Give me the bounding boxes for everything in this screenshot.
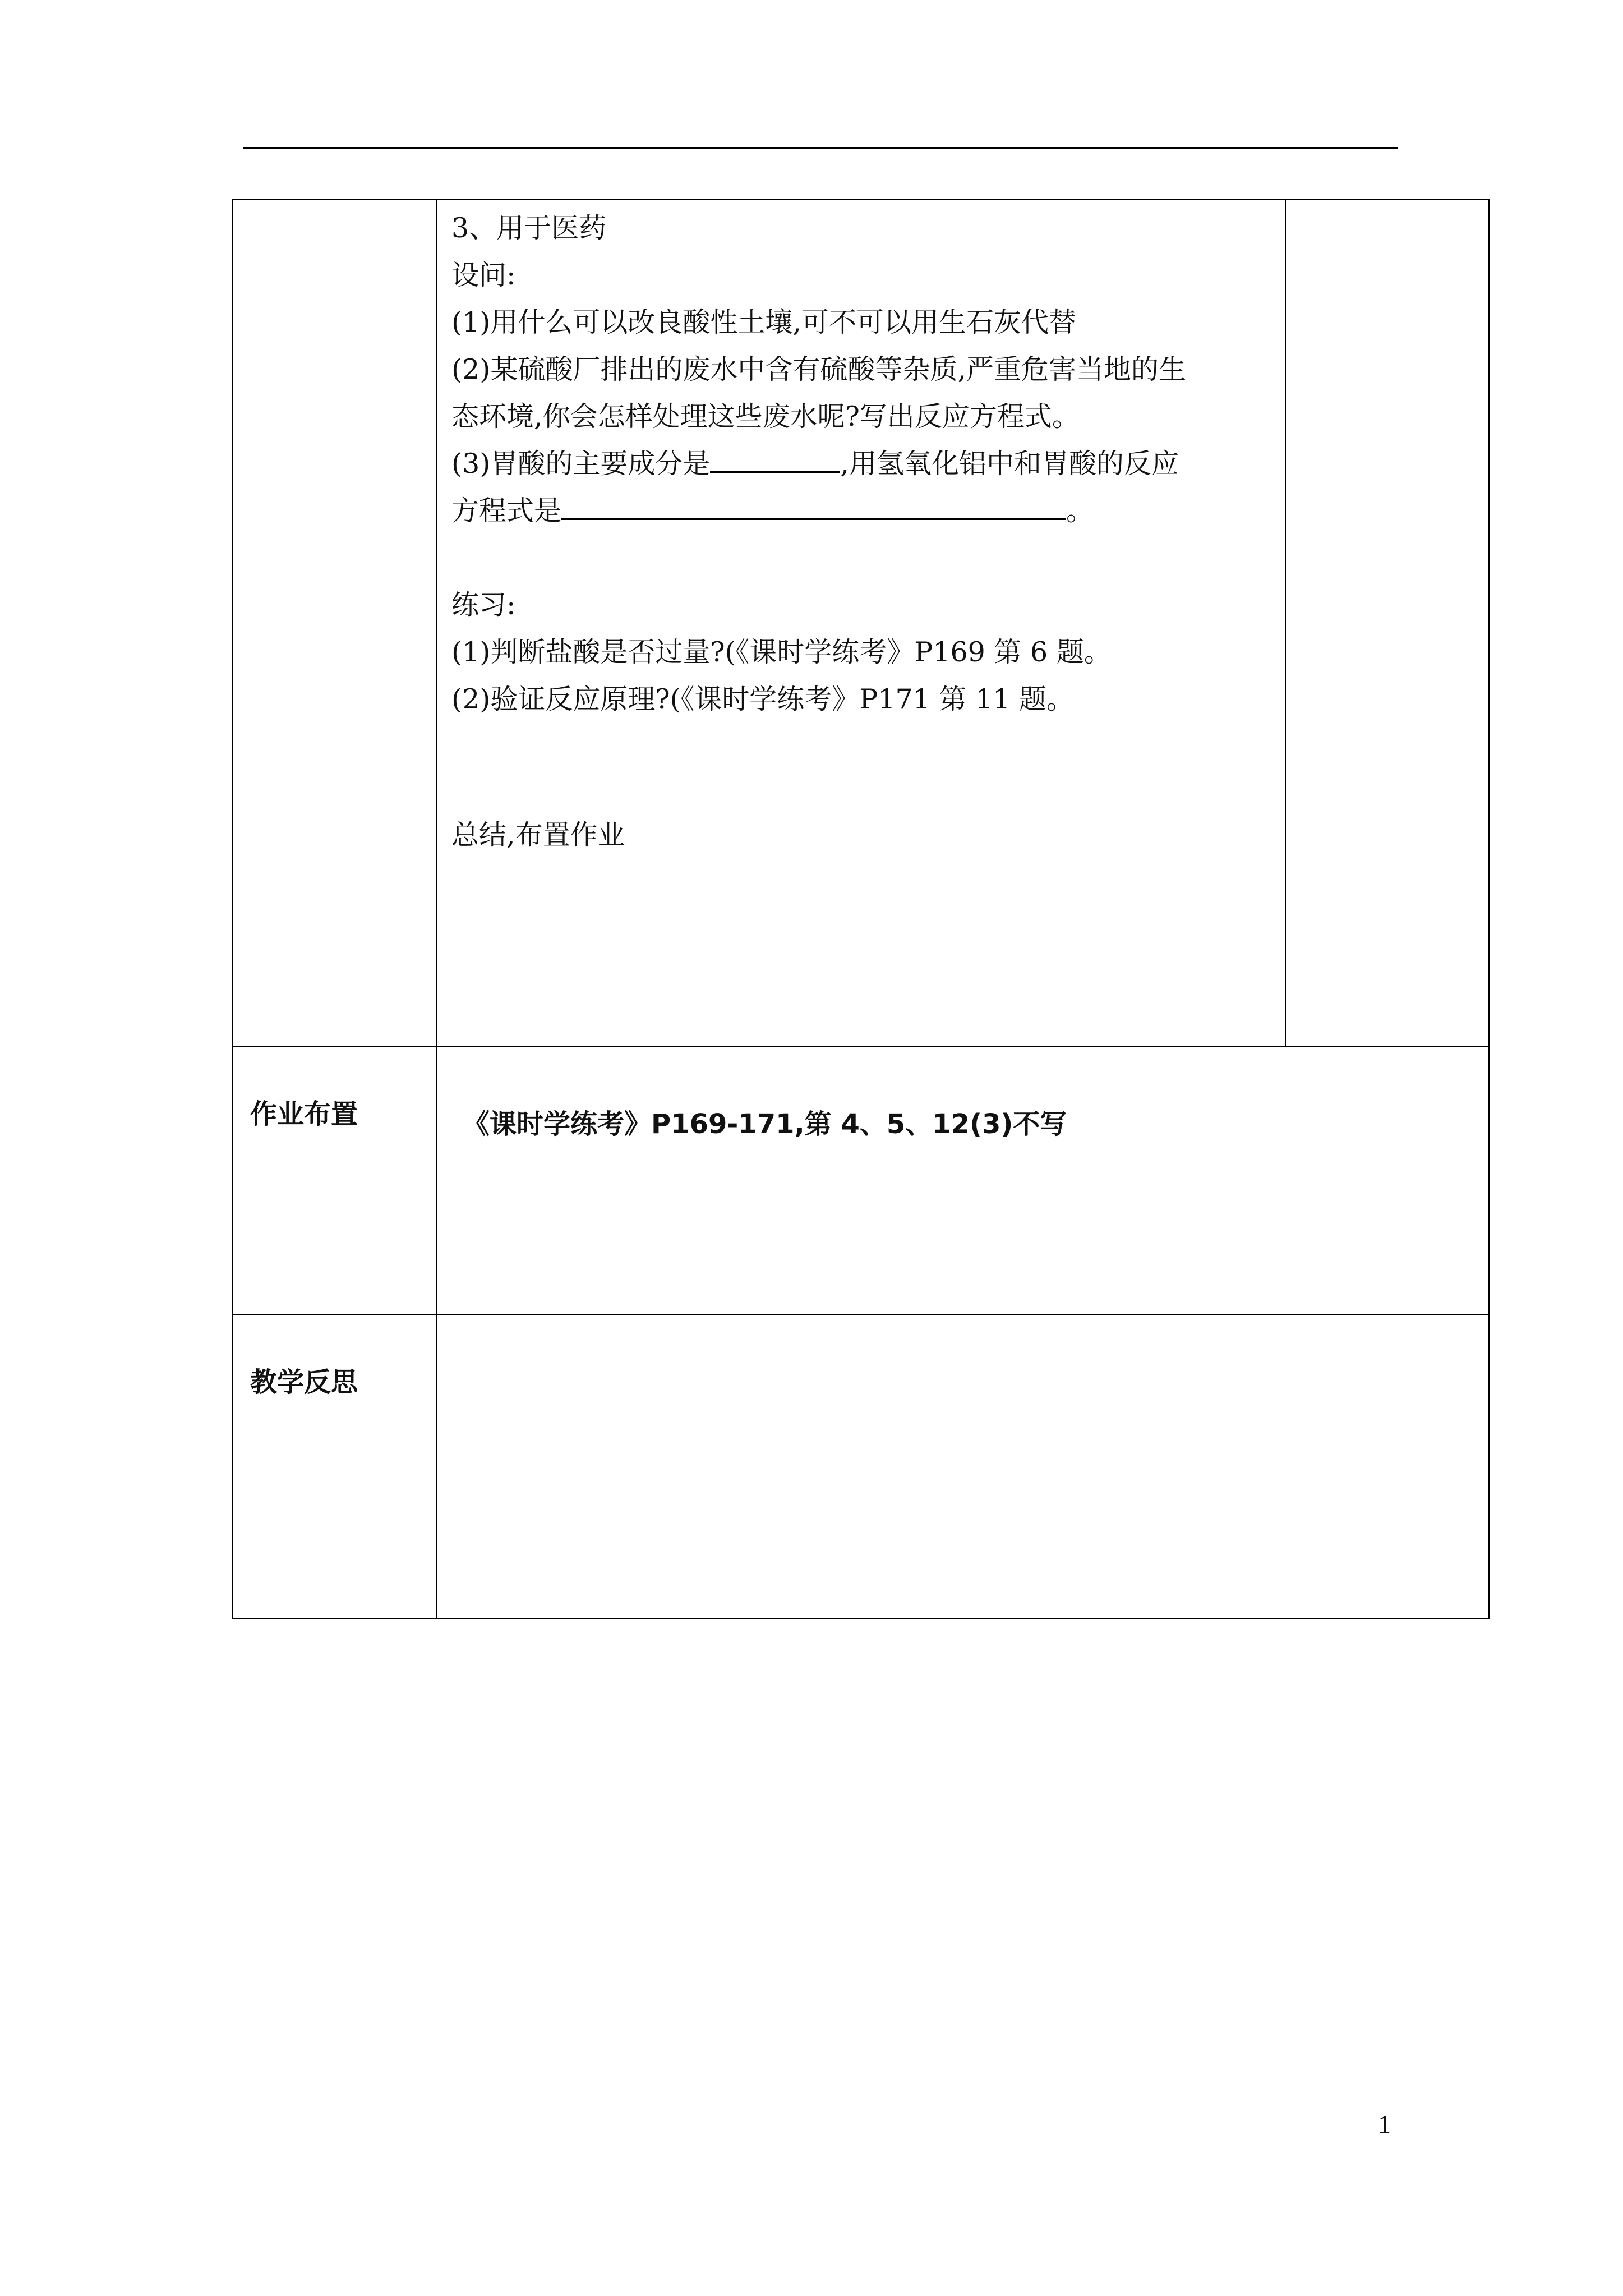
content-row <box>233 200 1489 1047</box>
question-3-text-d: 。 <box>1066 495 1094 527</box>
fill-in-blank-equation <box>561 489 1066 520</box>
question-1: (1)用什么可以改良酸性土壤,可不可以用生石灰代替 <box>451 306 1076 338</box>
header-rule <box>243 147 1398 149</box>
lesson-plan-table <box>232 199 1490 1619</box>
exercise-2: (2)验证反应原理?(《课时学练考》P171 第 11 题。 <box>451 683 1074 715</box>
fill-in-blank-main-component <box>710 442 840 473</box>
question-3-line-1 <box>451 440 1285 487</box>
exercise-heading: 练习: <box>451 589 516 621</box>
question-3-text-b: ,用氢氧化铝中和胃酸的反应 <box>840 448 1179 480</box>
reflection-text <box>437 1315 1489 1619</box>
summary-text: 总结,布置作业 <box>451 819 625 851</box>
content-cell <box>437 200 1285 1047</box>
question-2-line-1: (2)某硫酸厂排出的废水中含有硫酸等杂质,严重危害当地的生 <box>451 353 1186 385</box>
homework-row <box>233 1047 1489 1315</box>
question-3-text-c: 方程式是 <box>451 495 562 527</box>
section-title: 3、用于医药 <box>451 212 607 244</box>
question-2-line-2: 态环境,你会怎样处理这些废水呢?写出反应方程式。 <box>451 401 1080 432</box>
spacer <box>451 723 1285 812</box>
homework-label: 作业布置 <box>233 1047 437 1315</box>
spacer <box>451 535 1285 582</box>
page-number: 1 <box>1378 2110 1391 2138</box>
reflection-label: 教学反思 <box>233 1315 437 1619</box>
reflection-row <box>233 1315 1489 1619</box>
content-notes-cell <box>1285 200 1489 1047</box>
homework-text: 《课时学练考》P169-171,第 4、5、12(3)不写 <box>437 1047 1489 1315</box>
question-3-line-2 <box>451 487 1285 535</box>
exercise-1: (1)判断盐酸是否过量?(《课时学练考》P169 第 6 题。 <box>451 636 1112 668</box>
content-label-cell <box>233 200 437 1047</box>
question-heading: 设问: <box>451 259 516 291</box>
question-3-text-a: (3)胃酸的主要成分是 <box>451 448 711 480</box>
